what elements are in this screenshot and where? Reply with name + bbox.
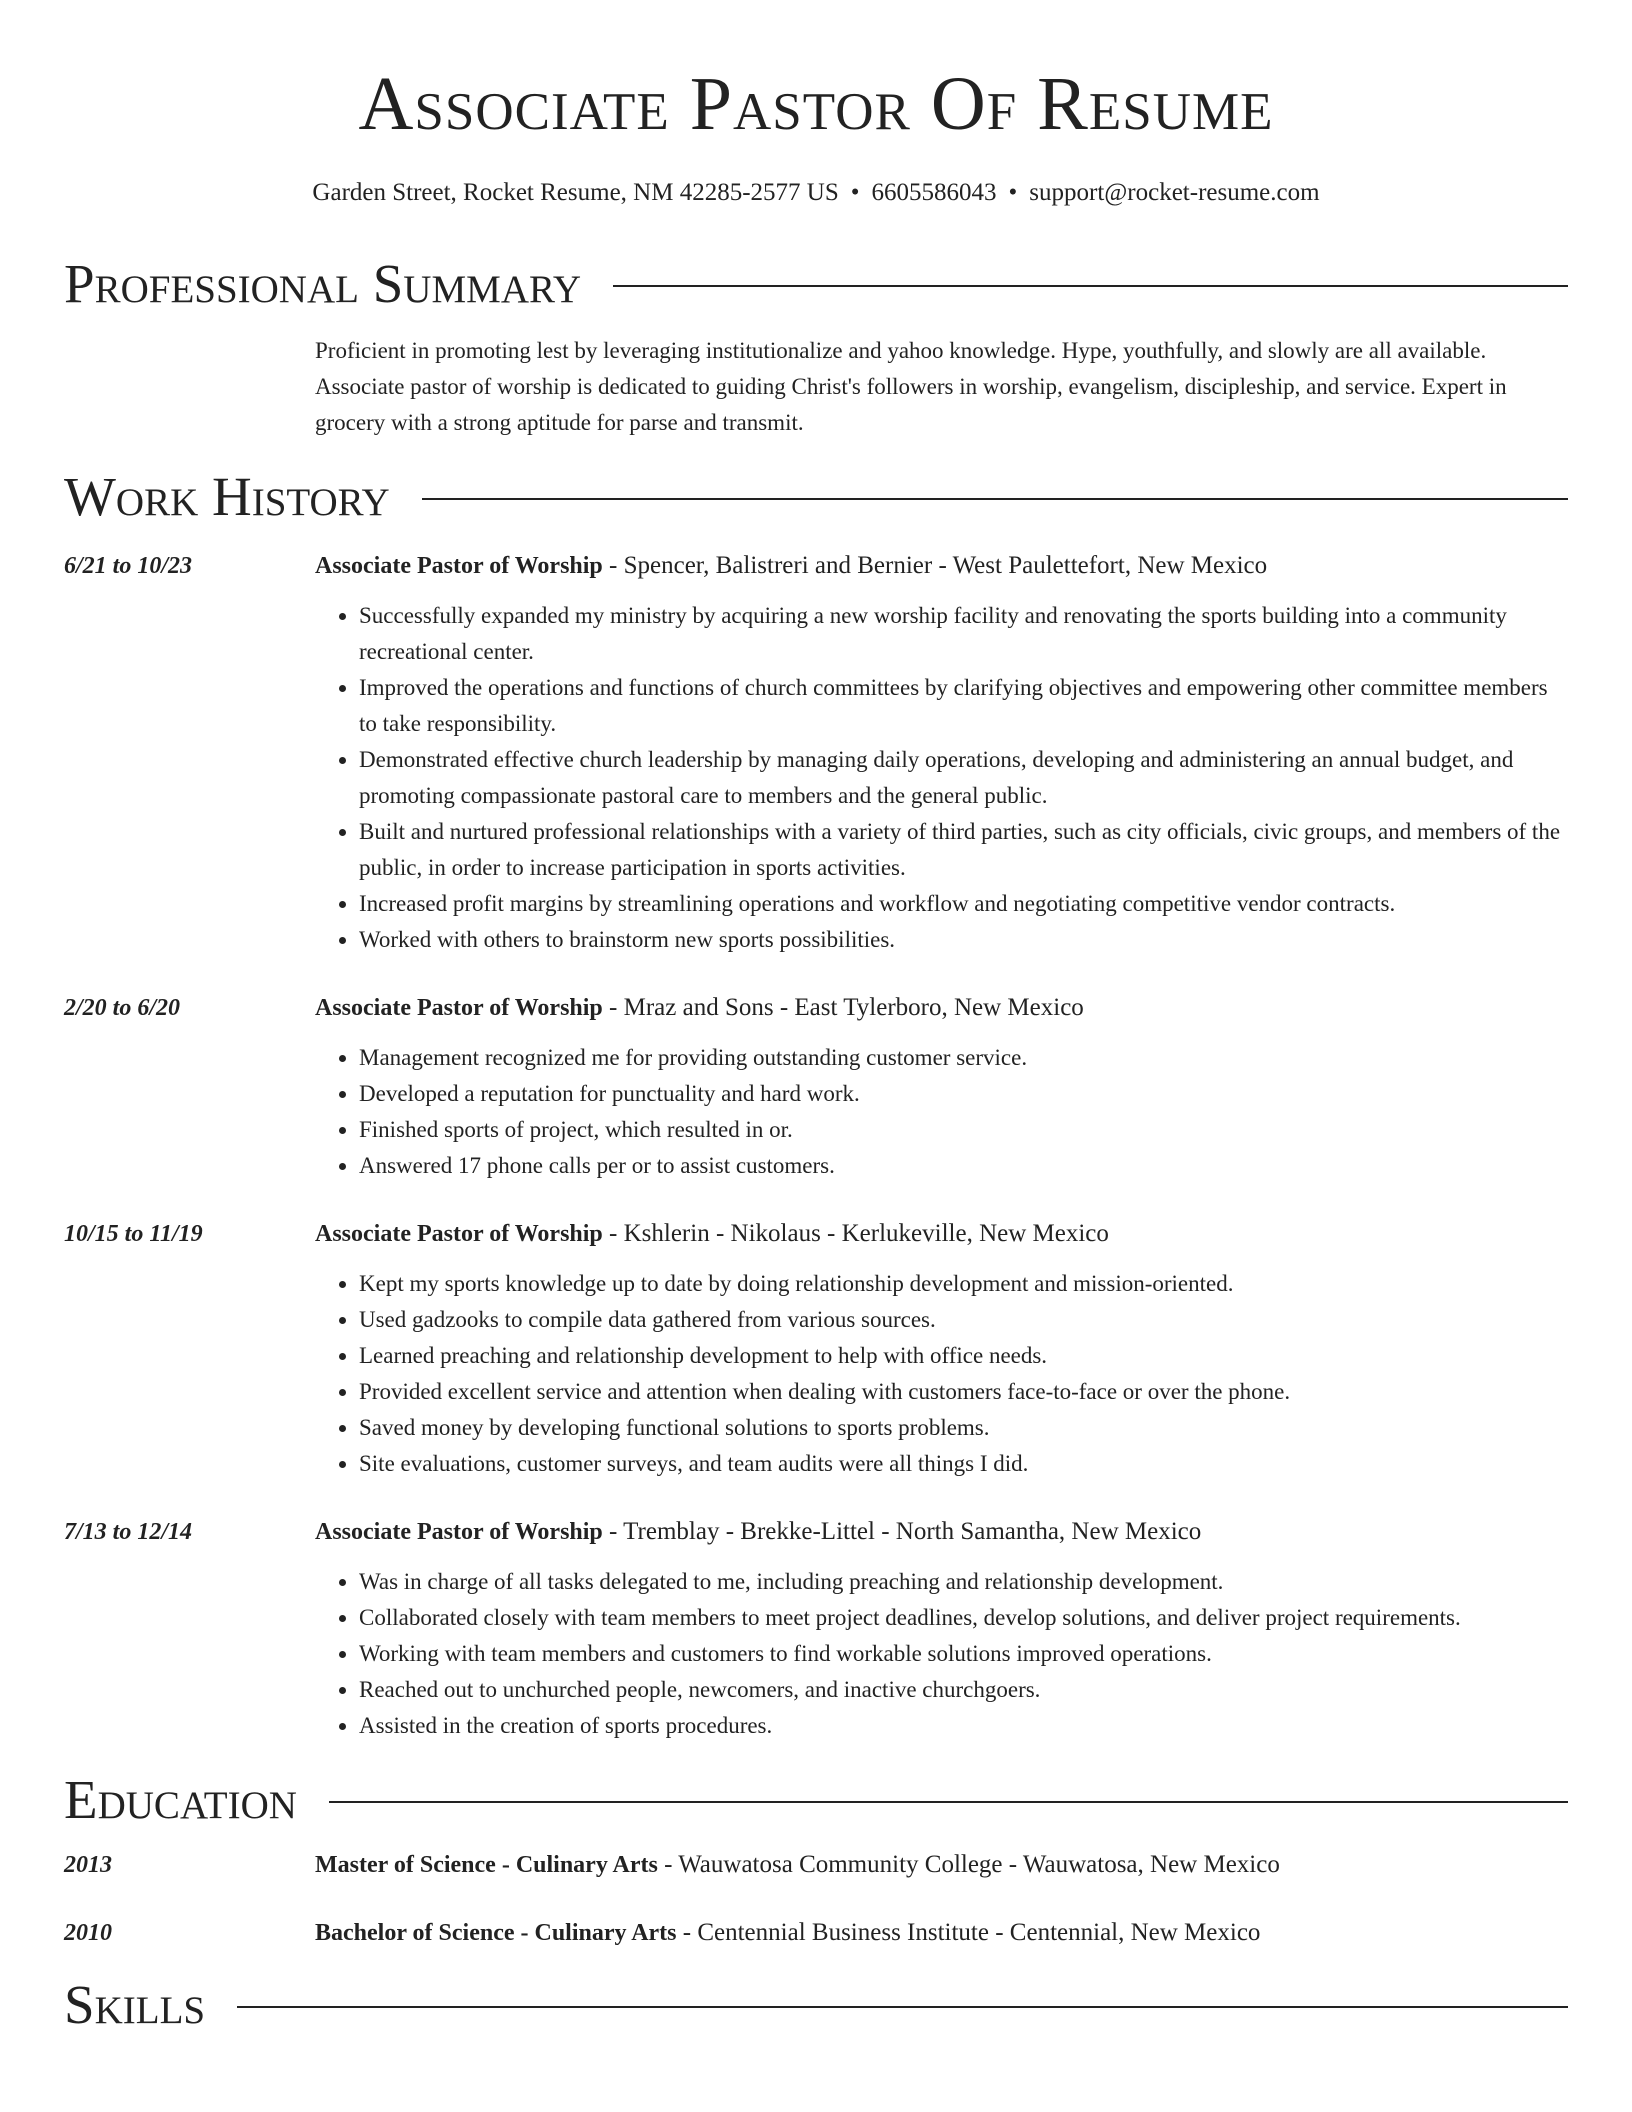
job-dates: 7/13 to 12/14	[64, 1519, 193, 1545]
job-bullets	[315, 1564, 1568, 1744]
job-title-line	[315, 1216, 1568, 1252]
job-bullet: • Improved the operations and functions of church committees by clarifying objectives and empowering other committee members to take responsibility.	[359, 670, 1568, 742]
contact-address: Garden Street, Rocket Resume, NM 42285-2577 US	[312, 179, 839, 206]
job-bullet: • Developed a reputation for punctuality and hard work.	[359, 1076, 1568, 1112]
education-heading: Education	[64, 1769, 297, 1830]
education-entry	[64, 1915, 1568, 1951]
job-bullet: • Used gadzooks to compile data gathered from various sources.	[359, 1302, 1568, 1338]
skills-section-header	[64, 1974, 1568, 2035]
education-year: 2013	[64, 1852, 112, 1878]
summary-section-header	[64, 253, 1568, 314]
education-section-header	[64, 1769, 1568, 1830]
job-title: Associate Pastor of Worship	[315, 1221, 603, 1247]
job-bullet: • Finished sports of project, which resulted in or.	[359, 1112, 1568, 1148]
skills-heading: Skills	[64, 1974, 206, 2035]
job-bullet: • Demonstrated effective church leadership by managing daily operations, developing and administering an annual budget, and promoting compassionate pastoral care to members and the general public.	[359, 742, 1568, 814]
job-bullet: • Working with team members and customers to find workable solutions improved operations.	[359, 1636, 1568, 1672]
job-bullet: • Saved money by developing functional solutions to sports problems.	[359, 1410, 1568, 1446]
work-section-header	[64, 466, 1568, 527]
contact-phone: 6605586043	[871, 179, 997, 206]
job-entry	[64, 990, 1568, 1184]
job-bullet: • Learned preaching and relationship development to help with office needs.	[359, 1338, 1568, 1374]
section-divider	[422, 498, 1568, 500]
job-employer: - Mraz and Sons - East Tylerboro, New Mexico	[602, 994, 1084, 1021]
job-title: Associate Pastor of Worship	[315, 995, 603, 1021]
job-bullet: • Site evaluations, customer surveys, and team audits were all things I did.	[359, 1446, 1568, 1482]
job-entry	[64, 1514, 1568, 1744]
job-bullet: • Provided excellent service and attention when dealing with customers face-to-face or over the phone.	[359, 1374, 1568, 1410]
job-bullets	[315, 1266, 1568, 1482]
job-employer: - Kshlerin - Nikolaus - Kerlukeville, New Mexico	[602, 1220, 1109, 1247]
job-bullets	[315, 598, 1568, 958]
job-bullet: • Answered 17 phone calls per or to assist customers.	[359, 1148, 1568, 1184]
job-bullet: • Successfully expanded my ministry by acquiring a new worship facility and renovating the sports building into a community recreational center.	[359, 598, 1568, 670]
section-divider	[613, 285, 1568, 287]
section-divider	[237, 2006, 1568, 2008]
job-employer: - Tremblay - Brekke-Littel - North Samantha, New Mexico	[602, 1518, 1202, 1545]
job-bullet: • Increased profit margins by streamlining operations and workflow and negotiating competitive vendor contracts.	[359, 886, 1568, 922]
summary-text: Proficient in promoting lest by leveraging institutionalize and yahoo knowledge. Hype, youthfully, and slowly are all available. Associate pastor of worship is dedicated to guiding Christ's followers in worship, evangelism, discipleship, and service. Expert in grocery with a strong aptitude for parse and transmit.	[315, 338, 1507, 435]
job-bullet: • Built and nurtured professional relationships with a variety of third parties, such as city officials, civic groups, and members of the public, in order to increase participation in sports activities.	[359, 814, 1568, 886]
job-bullet: • Worked with others to brainstorm new sports possibilities.	[359, 922, 1568, 958]
job-bullet: • Assisted in the creation of sports procedures.	[359, 1708, 1568, 1744]
job-dates: 2/20 to 6/20	[64, 995, 181, 1021]
job-bullet: • Kept my sports knowledge up to date by doing relationship development and mission-oriented.	[359, 1266, 1568, 1302]
resume-name: Associate Pastor Of Resume	[358, 62, 1274, 146]
contact-separator: •	[1008, 179, 1018, 206]
job-bullet: • Collaborated closely with team members to meet project deadlines, develop solutions, and deliver project requirements.	[359, 1600, 1568, 1636]
education-school: - Centennial Business Institute - Centennial, New Mexico	[676, 1919, 1261, 1946]
job-title-line	[315, 548, 1568, 584]
job-bullets	[315, 1040, 1568, 1184]
contact-email: support@rocket-resume.com	[1029, 179, 1320, 206]
contact-separator: •	[850, 179, 860, 206]
job-entry	[64, 548, 1568, 958]
education-line	[315, 1915, 1568, 1951]
contact-line	[64, 178, 1568, 208]
education-line	[315, 1847, 1568, 1883]
section-divider	[329, 1801, 1568, 1803]
job-dates: 10/15 to 11/19	[64, 1221, 203, 1247]
job-entry	[64, 1216, 1568, 1482]
job-bullet: • Management recognized me for providing outstanding customer service.	[359, 1040, 1568, 1076]
job-title: Associate Pastor of Worship	[315, 1519, 603, 1545]
education-entry	[64, 1847, 1568, 1883]
education-degree: Master of Science - Culinary Arts	[315, 1852, 658, 1878]
job-title-line	[315, 1514, 1568, 1550]
job-employer: - Spencer, Balistreri and Bernier - West Paulettefort, New Mexico	[602, 552, 1268, 579]
education-degree: Bachelor of Science - Culinary Arts	[315, 1920, 677, 1946]
job-dates: 6/21 to 10/23	[64, 553, 193, 579]
summary-heading: Professional Summary	[64, 253, 582, 314]
job-bullet: • Was in charge of all tasks delegated to me, including preaching and relationship development.	[359, 1564, 1568, 1600]
job-title-line	[315, 990, 1568, 1026]
education-school: - Wauwatosa Community College - Wauwatosa, New Mexico	[657, 1851, 1280, 1878]
job-bullet: • Reached out to unchurched people, newcomers, and inactive churchgoers.	[359, 1672, 1568, 1708]
education-year: 2010	[64, 1920, 112, 1946]
job-title: Associate Pastor of Worship	[315, 553, 603, 579]
work-heading: Work History	[64, 466, 390, 527]
